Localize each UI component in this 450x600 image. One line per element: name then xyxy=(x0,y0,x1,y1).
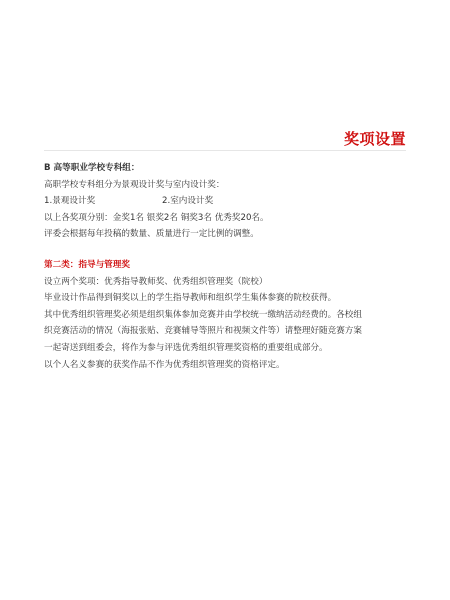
category-2-line-1: 设立两个奖项：优秀指导教师奖、优秀组织管理奖（院校） xyxy=(44,276,268,287)
award-landscape: 1.景观设计奖 xyxy=(44,196,96,207)
award-list xyxy=(44,193,408,210)
group-b-intro: 高职学校专科组分为景观设计奖与室内设计奖： xyxy=(44,179,225,190)
category-2-line-5: 一起寄送到组委会，将作为参与评选优秀组织管理奖资格的重要组成部分。 xyxy=(44,342,328,353)
section-title: 奖项设置 xyxy=(343,130,406,148)
award-interior: 2.室内设计奖 xyxy=(162,196,214,207)
category-2-line-3: 其中优秀组织管理奖必须是组织集体参加竞赛并由学校统一缴纳活动经费的。各校组 xyxy=(44,309,362,320)
award-counts: 以上各奖项分别：金奖1名 银奖2名 铜奖3名 优秀奖20名。 xyxy=(44,212,269,223)
category-2-line-2: 毕业设计作品得到铜奖以上的学生指导教师和组织学生集体参赛的院校获得。 xyxy=(44,293,337,304)
group-b-heading: B 高等职业学校专科组： xyxy=(44,163,140,173)
adjustment-note: 评委会根据每年投稿的数量、质量进行一定比例的调整。 xyxy=(44,229,259,240)
title-divider xyxy=(44,150,406,151)
category-2-heading: 第二类：指导与管理奖 xyxy=(44,259,130,270)
category-2-line-4: 织竞赛活动的情况（海报张贴、竞赛辅导等照片和视频文件等）请整理好随竞赛方案 xyxy=(44,326,362,337)
document-body xyxy=(44,160,408,373)
category-2-line-6: 以个人名义参赛的获奖作品不作为优秀组织管理奖的资格评定。 xyxy=(44,359,285,370)
